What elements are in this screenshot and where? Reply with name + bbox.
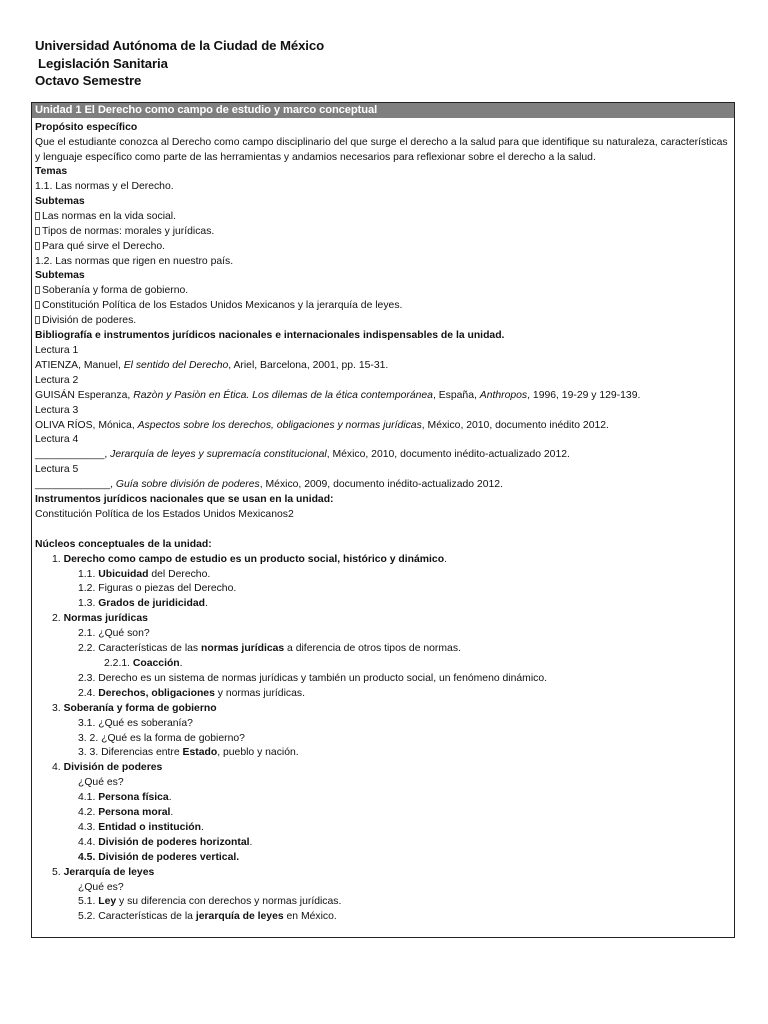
nucleo-subitem: 1.3. Grados de juridicidad. xyxy=(78,598,208,610)
nucleo-subitem: 1.1. Ubicuidad del Derecho. xyxy=(78,568,211,580)
reading-citation: OLIVA RÍOS, Mónica, Aspectos sobre los derechos, obligaciones y normas jurídicas, México, 2010, documento inédito 2012. xyxy=(35,419,609,431)
nucleo-item: 5. Jerarquía de leyes xyxy=(52,866,155,878)
tema-1: 1.1. Las normas y el Derecho. xyxy=(35,181,174,192)
unit-title-bar: Unidad 1 El Derecho como campo de estudio y marco conceptual xyxy=(32,103,734,118)
nucleos-heading: Núcleos conceptuales de la unidad: xyxy=(35,538,212,550)
instruments-heading: Instrumentos jurídicos nacionales que se usan en la unidad: xyxy=(35,494,334,506)
nucleo-subitem: 4.2. Persona moral. xyxy=(78,807,174,819)
nucleo-subitem: 4.3. Entidad o institución. xyxy=(78,821,204,833)
bullet-box-icon xyxy=(35,301,40,309)
subtema-item: Soberanía y forma de gobierno. xyxy=(35,284,729,299)
nucleo-subitem: 3. 2. ¿Qué es la forma de gobierno? xyxy=(78,732,245,744)
nucleo-subitem: 1.2. Figuras o piezas del Derecho. xyxy=(78,583,237,595)
reading-citation: ____________, Jerarquía de leyes y supremacía constitucional, México, 2010, documento inédito-actualizado 2012. xyxy=(35,449,570,461)
bullet-box-icon xyxy=(35,242,40,250)
subtema-item: Constitución Política de los Estados Unidos Mexicanos y la jerarquía de leyes. xyxy=(35,299,729,314)
reading-label: Lectura 2 xyxy=(35,374,79,386)
nucleo-subitem: ¿Qué es? xyxy=(78,881,124,893)
reading-label: Lectura 4 xyxy=(35,434,79,446)
reading-citation: GUISÁN Esperanza, Razòn y Pasiòn en Ética. Los dilemas de la ética contemporánea, España, Anthropos, 1996, 19-29 y 129-139. xyxy=(35,389,641,401)
temas-heading: Temas xyxy=(35,166,68,178)
bullet-box-icon xyxy=(35,316,40,324)
purpose-heading: Propósito específico xyxy=(35,122,138,133)
nucleo-subitem: 5.2. Características de la jerarquía de leyes en México. xyxy=(78,911,337,923)
nucleo-subsubitem: 2.2.1. Coacción. xyxy=(104,657,183,669)
subtema-item: Tipos de normas: morales y jurídicas. xyxy=(35,225,729,240)
subtema-item: División de poderes. xyxy=(35,314,729,329)
university-name: Universidad Autónoma de la Ciudad de México xyxy=(35,38,325,53)
subtemas-heading-2: Subtemas xyxy=(35,270,85,282)
nucleo-item: 1. Derecho como campo de estudio es un producto social, histórico y dinámico. xyxy=(52,553,447,565)
reading-citation: ATIENZA, Manuel, El sentido del Derecho, Ariel, Barcelona, 2001, pp. 15-31. xyxy=(35,359,389,371)
document-header xyxy=(35,37,324,90)
nucleo-subitem: 2.3. Derecho es un sistema de normas jurídicas y también un producto social, un fenómeno dinámico. xyxy=(78,672,547,684)
subtema-item: Para qué sirve el Derecho. xyxy=(35,240,729,255)
nucleo-subitem: 4.5. División de poderes vertical. xyxy=(78,851,240,863)
instruments-text: Constitución Política de los Estados Unidos Mexicanos2 xyxy=(35,508,294,520)
nucleo-subitem: 4.1. Persona física. xyxy=(78,792,172,804)
nucleo-subitem: 3. 3. Diferencias entre Estado, pueblo y nación. xyxy=(78,747,299,759)
bibliography-heading: Bibliografía e instrumentos jurídicos nacionales e internacionales indispensables de la unidad. xyxy=(35,330,505,342)
subtemas-heading-1: Subtemas xyxy=(35,195,85,207)
reading-label: Lectura 1 xyxy=(35,344,79,356)
nucleo-item: 3. Soberanía y forma de gobierno xyxy=(52,702,217,714)
reading-label: Lectura 3 xyxy=(35,404,79,416)
nucleo-subitem: 2.1. ¿Qué son? xyxy=(78,628,150,640)
tema-2: 1.2. Las normas que rigen en nuestro país. xyxy=(35,255,234,267)
nucleo-item: 2. Normas jurídicas xyxy=(52,613,148,625)
purpose-text: Que el estudiante conozca al Derecho como campo disciplinario del que surge el derecho a la salud para que identifique su naturaleza, características y lenguaje específico como parte de las herramientas y andamios necesarios para reflexionar sobre el derecho a la salud. xyxy=(35,136,728,163)
nucleo-subitem: ¿Qué es? xyxy=(78,777,124,789)
bullet-box-icon xyxy=(35,212,40,220)
nucleo-subitem: 3.1. ¿Qué es soberanía? xyxy=(78,717,193,729)
unit-content xyxy=(35,121,729,925)
semester: Octavo Semestre xyxy=(35,73,142,88)
nucleo-subitem: 5.1. Ley y su diferencia con derechos y normas jurídicas. xyxy=(78,896,342,908)
nucleo-subitem: 2.4. Derechos, obligaciones y normas jurídicas. xyxy=(78,687,305,699)
nucleo-item: 4. División de poderes xyxy=(52,762,163,774)
subtema-item: Las normas en la vida social. xyxy=(35,210,729,225)
reading-label: Lectura 5 xyxy=(35,464,79,476)
unit-table xyxy=(31,102,735,938)
bullet-box-icon xyxy=(35,227,40,235)
nucleo-subitem: 2.2. Características de las normas jurídicas a diferencia de otros tipos de normas. xyxy=(78,643,461,655)
reading-citation: _____________, Guía sobre división de poderes, México, 2009, documento inédito-actualizado 2012. xyxy=(35,479,503,491)
bullet-box-icon xyxy=(35,286,40,294)
nucleo-subitem: 4.4. División de poderes horizontal. xyxy=(78,836,253,848)
course-name: Legislación Sanitaria xyxy=(38,55,168,71)
